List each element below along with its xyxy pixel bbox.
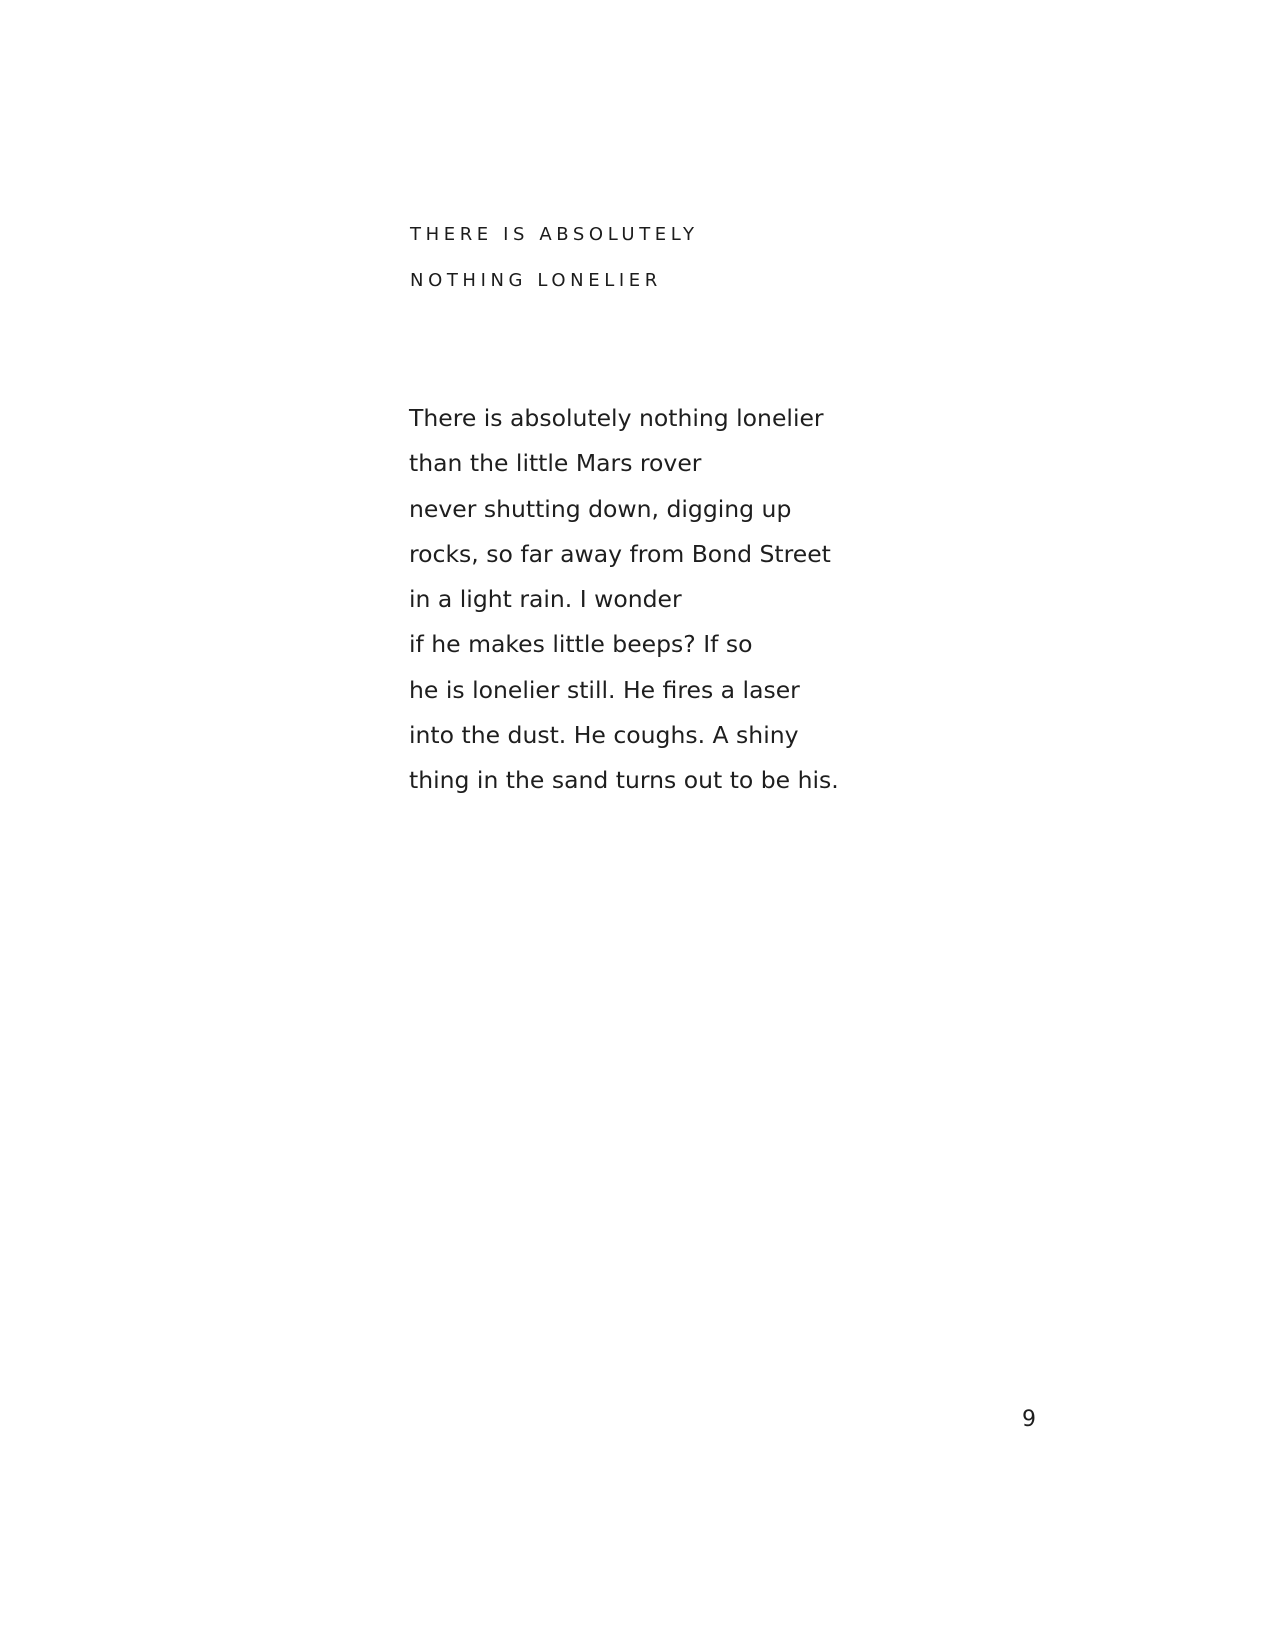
poem-line: he is lonelier still. He fires a laser — [409, 675, 800, 704]
poem-title — [410, 222, 699, 314]
poem-line: into the dust. He coughs. A shiny — [409, 721, 799, 750]
poem-line: in a light rain. I wonder — [409, 585, 682, 614]
poem-line: than the little Mars rover — [409, 449, 702, 478]
poem-line: There is absolutely nothing lonelier — [409, 404, 824, 432]
poem-line: never shutting down, digging up — [409, 494, 792, 523]
poem-title-line: THERE IS ABSOLUTELY — [410, 224, 699, 245]
poem-line: thing in the sand turns out to be his. — [409, 766, 839, 795]
poem-line: if he makes little beeps? If so — [409, 630, 753, 659]
page-number: 9 — [1022, 1407, 1036, 1432]
poem-body — [409, 400, 839, 808]
poem-line: rocks, so far away from Bond Street — [409, 539, 831, 568]
poem-title-line: NOTHING LONELIER — [410, 270, 662, 291]
